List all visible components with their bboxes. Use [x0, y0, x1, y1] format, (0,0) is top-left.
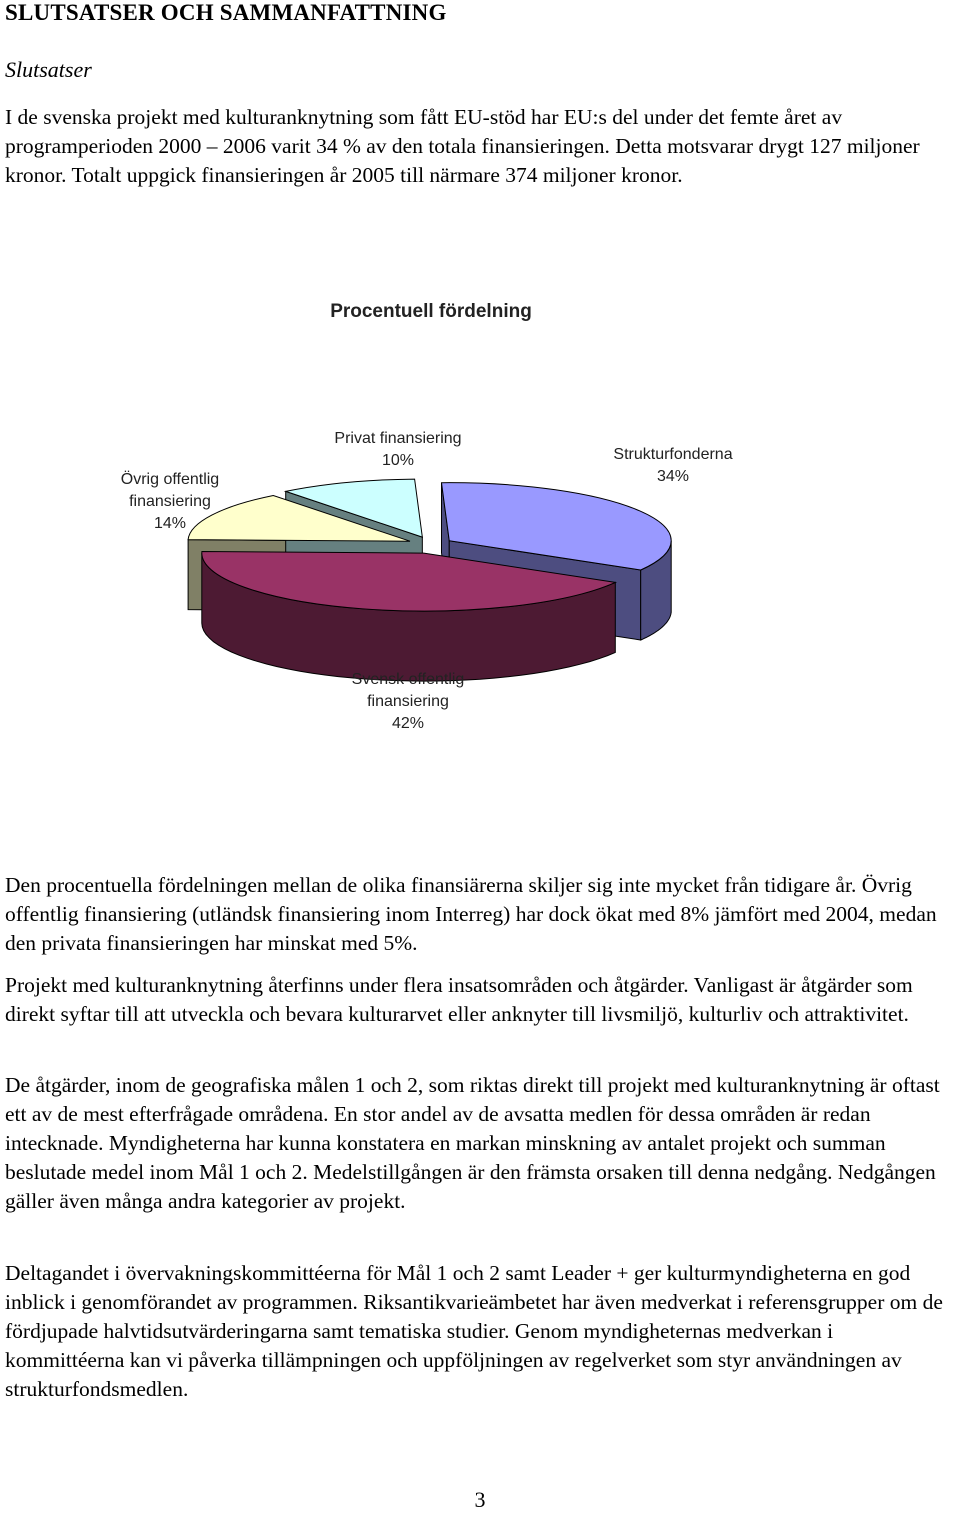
section-subheading: Slutsatser — [5, 57, 92, 82]
pie-chart — [0, 280, 960, 750]
paragraph-participation: Deltagandet i övervakningskommittéerna för Mål 1 och 2 samt Leader + ger kulturmyndigheterna en god inblick i genomförandet av programmen. Riksantikvarieämbetet har även medverkat i referensgrupper om de fördjupade halvtidsutvärderingarna samt tematiska studier. Genom myndigheternas medverkan i kommittéerna kan vi påverka tillämpningen och uppföljningen av regelverket som styr användningen av strukturfondsmedlen. — [5, 1261, 943, 1401]
pie-slice-label: Svensk offentlig finansiering 42% — [351, 671, 465, 732]
page-heading: SLUTSATSER OCH SAMMANFATTNING — [5, 0, 447, 25]
paragraph-intro: I de svenska projekt med kulturanknytning som fått EU-stöd har EU:s del under det femte året av programperioden 2000 – 2006 varit 34 % av den totala finansieringen. Detta motsvarar drygt 127 miljoner kronor. Totalt uppgick finansieringen år 2005 till närmare 374 miljoner kronor. — [5, 105, 920, 187]
paragraph-distribution: Den procentuella fördelningen mellan de olika finansiärerna skiljer sig inte mycket från tidigare år. Övrig offentlig finansiering (utländsk finansiering inom Interreg) har dock ökat med 8% jämfört med 2004, medan den privata finansieringen har minskat med 5%. — [5, 873, 937, 955]
paragraph-measures: De åtgärder, inom de geografiska målen 1 och 2, som riktas direkt till projekt med kulturanknytning är oftast ett av de mest efterfrågade områdena. En stor andel av de avsatta medlen för dessa områden är redan intecknade. Myndigheterna har kunna konstatera en markan minskning av antalet projekt och summan beslutade medel inom Mål 1 och 2. Medelstillgången är den främsta orsaken till denna nedgång. Nedgången gäller även många andra kategorier av projekt. — [5, 1073, 940, 1213]
pie-slice-label: Övrig offentlig finansiering 14% — [120, 471, 220, 532]
chart-title: Procentuell fördelning — [330, 301, 532, 322]
paragraph-projects: Projekt med kulturanknytning återfinns under flera insatsområden och åtgärder. Vanligast är åtgärder som direkt syftar till att utveckla och bevara kulturarvet eller anknyter till livsmiljö, kulturliv och attraktivitet. — [5, 973, 913, 1026]
pie-slice-label: Privat finansiering 10% — [334, 430, 462, 469]
pie-slice-label: Strukturfonderna 34% — [613, 446, 733, 485]
page-number: 3 — [474, 1487, 486, 1512]
